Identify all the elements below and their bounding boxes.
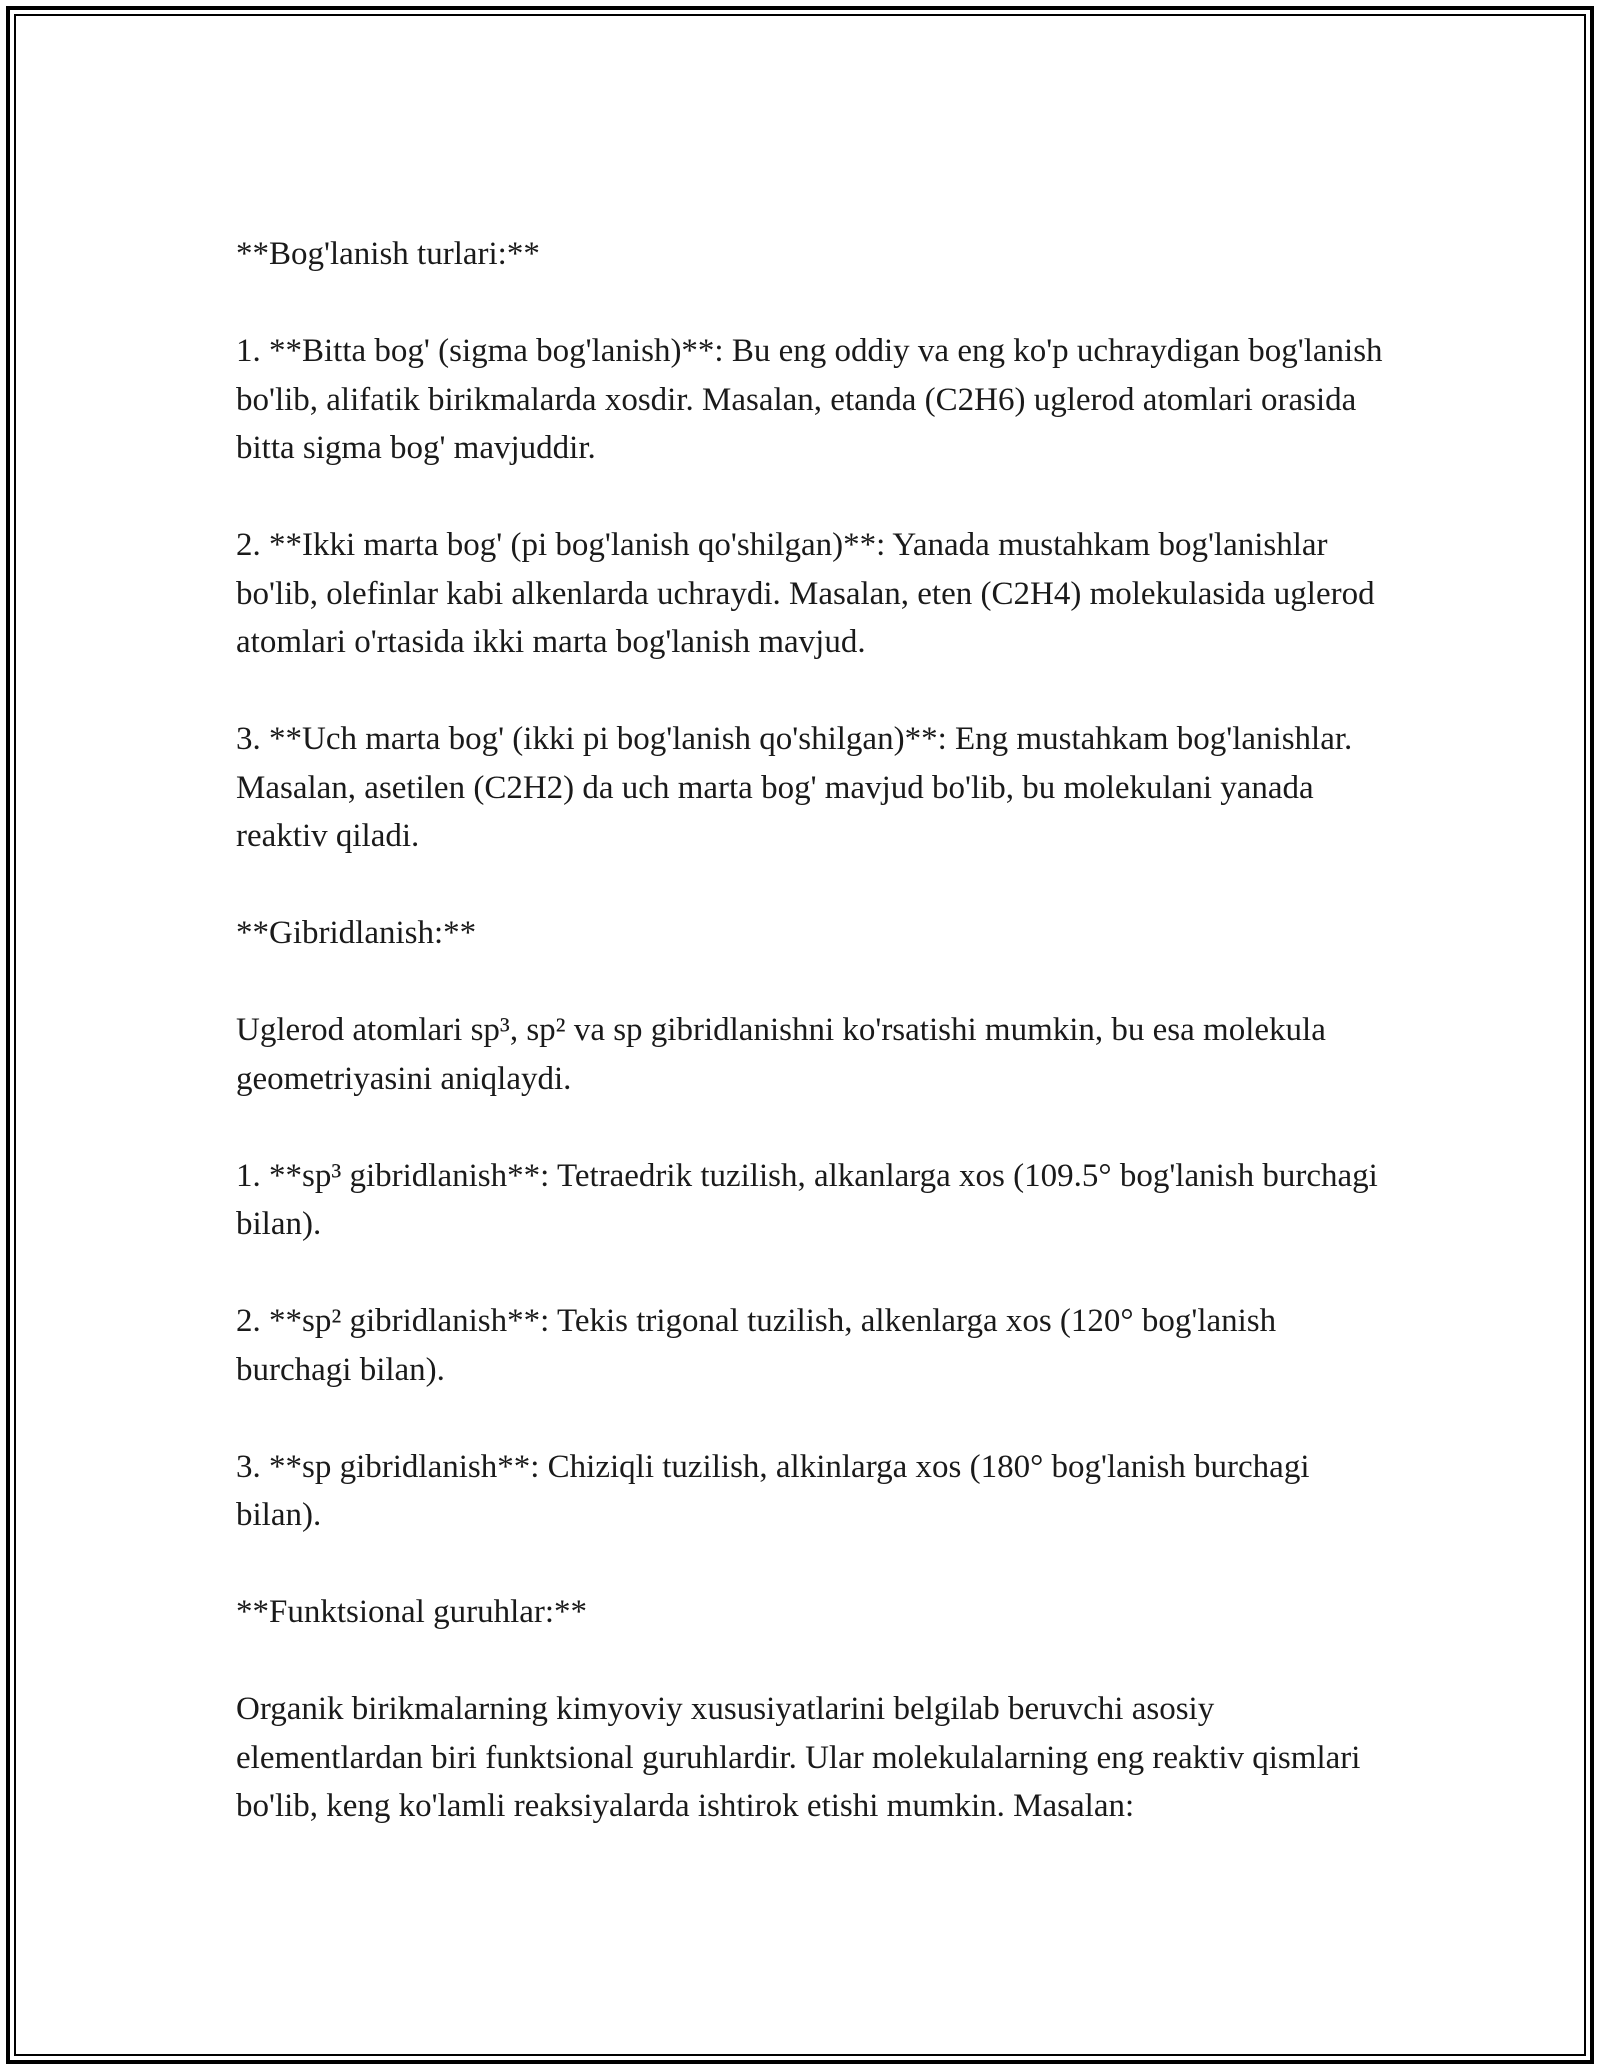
section-heading-functional-groups: **Funktsional guruhlar:** [236, 1594, 588, 1630]
paragraph-double-bond: 2. **Ikki marta bog' (pi bog'lanish qo'shilgan)**: Yanada mustahkam bog'lanishlar bo'lib, olefinlar kabi alkenlarda uchraydi. Masalan, eten (C2H4) molekulasida uglerod atomlari o'rtasida ikki marta bog'lanish mavjud. [236, 527, 1375, 660]
document-body [236, 230, 1386, 1831]
paragraph-sp2: 2. **sp² gibridlanish**: Tekis trigonal tuzilish, alkenlarga xos (120° bog'lanish burchagi bilan). [236, 1303, 1277, 1388]
section-heading-bond-types: **Bog'lanish turlari:** [236, 236, 540, 272]
paragraph-sp: 3. **sp gibridlanish**: Chiziqli tuzilish, alkinlarga xos (180° bog'lanish burchagi bilan). [236, 1448, 1310, 1533]
paragraph-sp3: 1. **sp³ gibridlanish**: Tetraedrik tuzilish, alkanlarga xos (109.5° bog'lanish burchagi bilan). [236, 1157, 1378, 1242]
section-heading-hybridization: **Gibridlanish:** [236, 915, 477, 951]
paragraph-hybridization-intro: Uglerod atomlari sp³, sp² va sp gibridlanishni ko'rsatishi mumkin, bu esa molekula geometriyasini aniqlaydi. [236, 1012, 1326, 1097]
paragraph-single-bond: 1. **Bitta bog' (sigma bog'lanish)**: Bu eng oddiy va eng ko'p uchraydigan bog'lanish bo'lib, alifatik birikmalarda xosdir. Masalan, etanda (C2H6) uglerod atomlari orasida bitta sigma bog' mavjuddir. [236, 333, 1383, 466]
paragraph-triple-bond: 3. **Uch marta bog' (ikki pi bog'lanish qo'shilgan)**: Eng mustahkam bog'lanishlar. Masalan, asetilen (C2H2) da uch marta bog' mavjud bo'lib, bu molekulani yanada reaktiv qiladi. [236, 721, 1353, 854]
paragraph-functional-groups: Organik birikmalarning kimyoviy xususiyatlarini belgilab beruvchi asosiy elementlardan biri funktsional guruhlardir. Ular molekulalarning eng reaktiv qismlari bo'lib, keng ko'lamli reaksiyalarda ishtirok etishi mumkin. Masalan: [236, 1691, 1361, 1824]
